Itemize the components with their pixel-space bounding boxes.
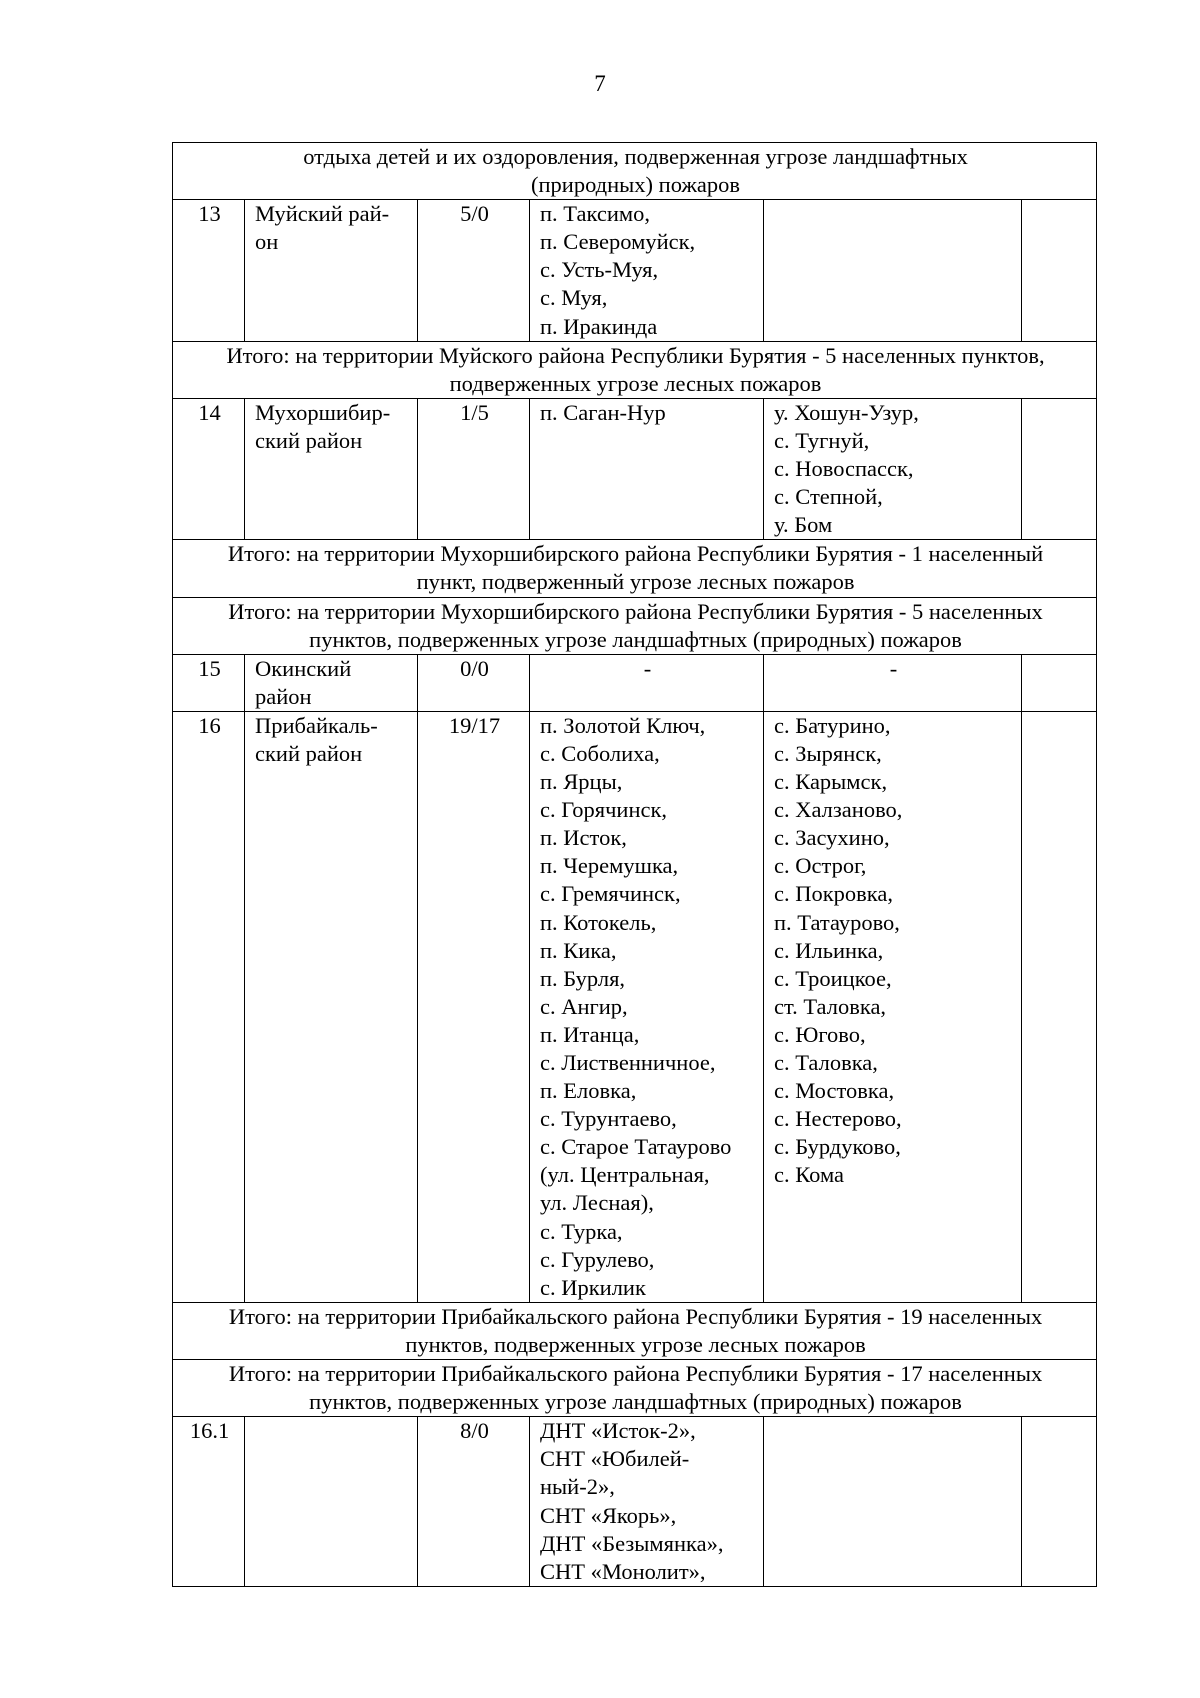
forest-fire-settlements-line: с. Турка, <box>540 1218 623 1244</box>
forest-fire-settlements-line: п. Итанца, <box>540 1021 640 1047</box>
total-text-line: пунктов, подверженных угрозе лесных пожаров <box>405 1331 866 1357</box>
district-cell-line: ский район <box>255 427 363 453</box>
landscape-fire-settlements-line: у. Бом <box>774 512 833 538</box>
settlement-count: 5/0 <box>418 200 530 341</box>
table-row <box>173 654 1097 711</box>
landscape-fire-settlements-line: с. Зырянск, <box>774 740 882 766</box>
forest-fire-settlements-line: п. Иракинда <box>540 313 658 339</box>
district-cell-line: Прибайкаль- <box>255 712 378 738</box>
forest-fire-settlements-line: п. Ярцы, <box>540 769 623 795</box>
row-number: 13 <box>173 200 245 341</box>
landscape-fire-settlements-line: с. Кома <box>774 1162 845 1188</box>
forest-fire-settlements-line: с. Иркилик <box>540 1274 646 1300</box>
total-text-line: Итого: на территории Мухоршибирского района Республики Бурятия - 1 населенный <box>227 541 1044 567</box>
landscape-fire-settlements-line: с. Бурдуково, <box>774 1134 901 1160</box>
forest-fire-settlements-line: с. Турунтаево, <box>540 1106 677 1132</box>
notes-cell <box>1022 1417 1097 1587</box>
landscape-fire-settlements-line: с. Тугнуй, <box>774 427 870 453</box>
forest-fire-settlements-line: с. Усть-Муя, <box>540 257 659 283</box>
landscape-fire-settlements-line: с. Новоспасск, <box>774 456 914 482</box>
landscape-fire-settlements-line: с. Покровка, <box>774 881 893 907</box>
landscape-fire-settlements-line: с. Югово, <box>774 1021 866 1047</box>
forest-fire-settlements-line: п. Таксимо, <box>540 201 650 227</box>
forest-fire-settlements-line: с. Лиственничное, <box>540 1050 716 1075</box>
landscape-fire-settlements <box>764 711 1022 1302</box>
landscape-fire-settlements-line: с. Засухино, <box>774 825 890 851</box>
landscape-fire-settlements-line: с. Троицкое, <box>774 965 892 991</box>
forest-fire-settlements-line: п. Еловка, <box>540 1078 637 1104</box>
forest-fire-settlements <box>530 711 764 1302</box>
total-row <box>173 143 1097 200</box>
forest-fire-settlements-line: ДНТ «Безымянка», <box>540 1530 724 1556</box>
forest-fire-settlements-line: п. Бурля, <box>540 965 626 991</box>
row-number: 16 <box>173 711 245 1302</box>
total-text-line: Итого: на территории Мухоршибирского района Республики Бурятия - 5 населенных <box>228 598 1043 624</box>
forest-fire-settlements <box>530 200 764 341</box>
forest-fire-settlements-line: с. Горячинск, <box>540 797 668 823</box>
landscape-fire-settlements-line: с. Халзаново, <box>774 797 903 823</box>
row-number: 14 <box>173 398 245 539</box>
forest-fire-settlements-line: СНТ «Монолит», <box>540 1558 706 1584</box>
landscape-fire-settlements-line: с. Степной, <box>774 484 883 510</box>
settlement-count: 0/0 <box>418 654 530 711</box>
landscape-fire-settlements <box>764 654 1022 711</box>
district-cell-line: Мухоршибир- <box>255 399 391 425</box>
total-text-line: пунктов, подверженных угрозе ландшафтных (природных) пожаров <box>309 1389 962 1415</box>
forest-fire-settlements-line: с. Ангир, <box>540 993 628 1019</box>
forest-fire-settlements-line: ный-2», <box>540 1474 615 1500</box>
district-cell <box>245 200 418 341</box>
notes-cell <box>1022 200 1097 341</box>
district-cell <box>245 1417 418 1587</box>
landscape-fire-settlements-line: с. Мостовка, <box>774 1078 895 1104</box>
landscape-fire-settlements <box>764 398 1022 539</box>
forest-fire-settlements-line: с. Муя, <box>540 285 608 311</box>
forest-fire-settlements-line: с. Старое Татаурово <box>540 1134 732 1160</box>
forest-fire-settlements <box>530 1417 764 1587</box>
total-row <box>173 1360 1097 1417</box>
forest-fire-settlements-line: СНТ «Якорь», <box>540 1502 677 1528</box>
table-row <box>173 1417 1097 1587</box>
forest-fire-settlements-line: п. Котокель, <box>540 909 657 935</box>
total-text-line: Итого: на территории Прибайкальского района Республики Бурятия - 17 населенных <box>228 1361 1043 1387</box>
landscape-fire-settlements <box>764 1417 1022 1587</box>
forest-fire-settlements-line: СНТ «Юбилей- <box>540 1446 690 1472</box>
district-cell-line: ский район <box>255 740 363 766</box>
forest-fire-settlements <box>530 654 764 711</box>
forest-fire-settlements-line: с. Гурулево, <box>540 1246 655 1272</box>
district-cell <box>245 654 418 711</box>
landscape-fire-settlements-line: с. Ильинка, <box>774 937 884 963</box>
forest-fire-settlements-line: (ул. Центральная, <box>540 1162 710 1188</box>
forest-fire-settlements-line: ул. Лесная), <box>540 1190 654 1216</box>
settlement-count: 1/5 <box>418 398 530 539</box>
landscape-fire-settlements <box>764 200 1022 341</box>
table-row <box>173 398 1097 539</box>
total-text-line: пунктов, подверженных угрозе ландшафтных (природных) пожаров <box>309 626 962 652</box>
district-cell-line: он <box>255 229 279 255</box>
district-cell <box>245 711 418 1302</box>
settlements-table <box>172 142 1097 1587</box>
forest-fire-settlements-line: п. Кика, <box>540 937 617 963</box>
table-row <box>173 711 1097 1302</box>
row-number: 15 <box>173 654 245 711</box>
district-cell-line: район <box>255 683 312 709</box>
landscape-fire-settlements-line: с. Батурино, <box>774 712 891 738</box>
total-text-line: Итого: на территории Прибайкальского района Республики Бурятия - 19 населенных <box>228 1303 1043 1329</box>
district-cell <box>245 398 418 539</box>
landscape-fire-settlements-line: - <box>889 655 898 681</box>
forest-fire-settlements-line: с. Соболиха, <box>540 740 660 766</box>
total-cell <box>173 341 1097 398</box>
total-cell <box>173 1302 1097 1359</box>
landscape-fire-settlements-line: с. Острог, <box>774 853 867 879</box>
total-text-line: отдыха детей и их оздоровления, подверженная угрозе ландшафтных <box>303 144 968 169</box>
forest-fire-settlements-line: ДНТ «Исток-2», <box>540 1418 696 1444</box>
landscape-fire-settlements-line: с. Карымск, <box>774 769 888 795</box>
total-text-line: (природных) пожаров <box>531 172 741 198</box>
landscape-fire-settlements-line: с. Таловка, <box>774 1050 878 1075</box>
landscape-fire-settlements-line: п. Татаурово, <box>774 909 900 935</box>
table-row <box>173 200 1097 341</box>
total-cell <box>173 597 1097 654</box>
settlement-count: 8/0 <box>418 1417 530 1587</box>
notes-cell <box>1022 654 1097 711</box>
row-number: 16.1 <box>173 1417 245 1587</box>
forest-fire-settlements-line: п. Золотой Ключ, <box>540 712 706 738</box>
forest-fire-settlements-line: п. Саган-Нур <box>540 399 666 425</box>
forest-fire-settlements-line: п. Исток, <box>540 825 627 851</box>
forest-fire-settlements-line: п. Северомуйск, <box>540 229 696 255</box>
forest-fire-settlements-line: п. Черемушка, <box>540 853 679 879</box>
total-cell <box>173 1360 1097 1417</box>
total-cell <box>173 143 1097 200</box>
page-number: 7 <box>594 71 606 96</box>
notes-cell <box>1022 398 1097 539</box>
table-body <box>173 143 1097 1587</box>
forest-fire-settlements <box>530 398 764 539</box>
forest-fire-settlements-line: - <box>643 655 652 681</box>
total-text-line: Итого: на территории Муйского района Республики Бурятия - 5 населенных пунктов, <box>226 342 1045 368</box>
total-text-line: подверженных угрозе лесных пожаров <box>449 370 822 396</box>
notes-cell <box>1022 711 1097 1302</box>
total-row <box>173 597 1097 654</box>
landscape-fire-settlements-line: у. Хошун-Узур, <box>774 399 919 425</box>
forest-fire-settlements-line: с. Гремячинск, <box>540 881 681 907</box>
landscape-fire-settlements-line: ст. Таловка, <box>774 993 887 1019</box>
total-row <box>173 341 1097 398</box>
total-cell <box>173 540 1097 597</box>
settlement-count: 19/17 <box>418 711 530 1302</box>
district-cell-line: Окинский <box>255 655 352 681</box>
district-cell-line: Муйский рай- <box>255 201 390 227</box>
total-text-line: пункт, подверженный угрозе лесных пожаров <box>416 569 855 595</box>
total-row <box>173 540 1097 597</box>
total-row <box>173 1302 1097 1359</box>
landscape-fire-settlements-line: с. Нестерово, <box>774 1106 902 1132</box>
